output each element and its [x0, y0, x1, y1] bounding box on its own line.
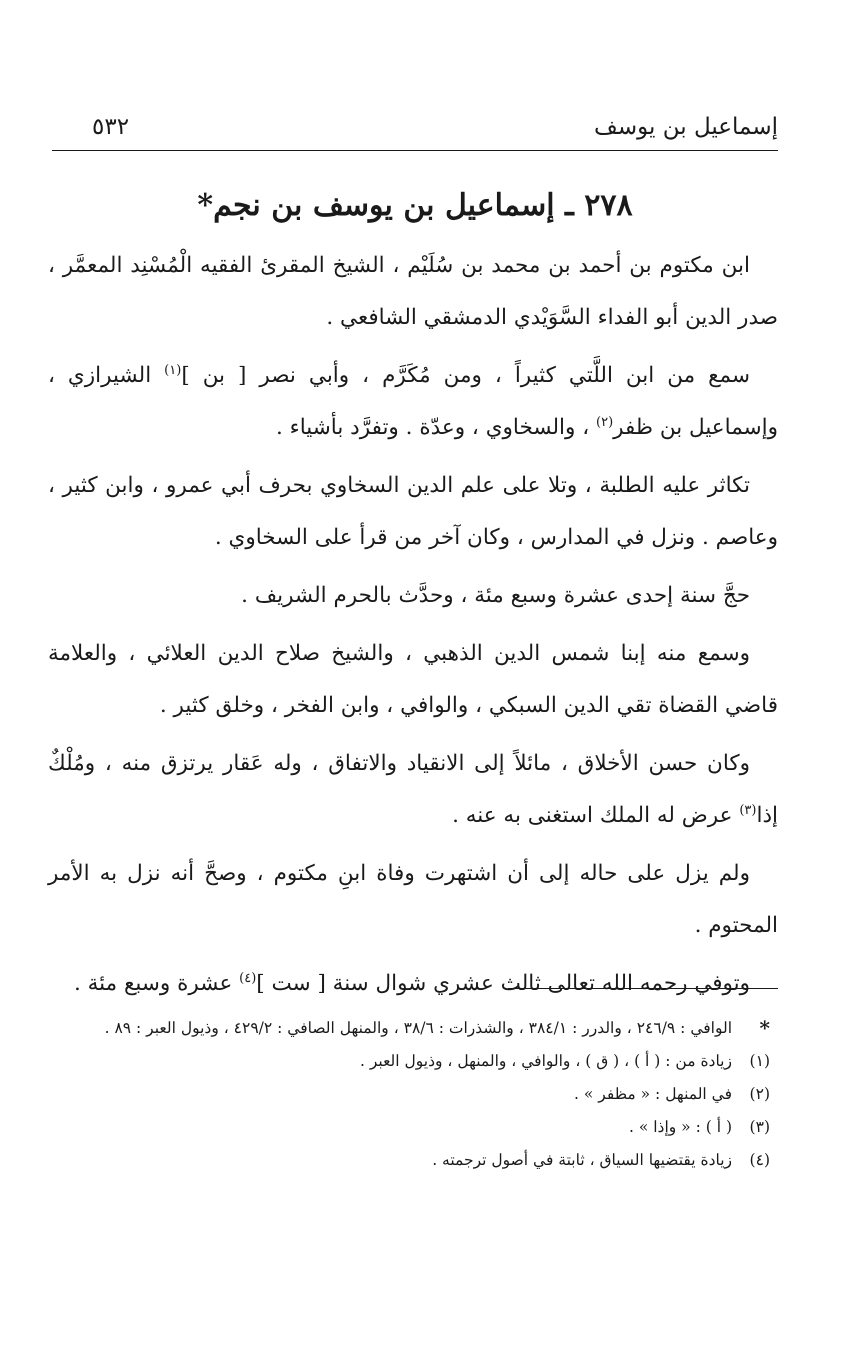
footnote-text: في المنهل : « مظفر » .	[574, 1085, 732, 1103]
footnote-text: زيادة من : ( أ ) ، ( ق ) ، والوافي ، والمنهل ، وذيول العبر .	[360, 1052, 732, 1070]
footnote-mark: (٣)	[749, 1118, 770, 1136]
footnote-1	[40, 1045, 778, 1078]
header-rule	[52, 150, 778, 151]
footnote-text: ( أ ) : « وإذا » .	[628, 1118, 732, 1136]
running-title: إسماعيل بن يوسف	[594, 114, 778, 140]
footnote-mark: (٤)	[749, 1151, 770, 1169]
footnote-text: زيادة يقتضيها السياق ، ثابتة في أصول ترجمته .	[432, 1151, 732, 1169]
footnote-3	[40, 1111, 778, 1144]
footnote-ref-1[interactable]: (١)	[164, 362, 182, 378]
paragraph-teachers-part-b: الشيرازي ، وإسماعيل بن ظفر	[48, 363, 778, 440]
paragraph-students: تكاثر عليه الطلبة ، وتلا على علم الدين السخاوي بحرف أبي عمرو ، وابن كثير ، وعاصم . ونزل في المدارس ، وكان آخر من قرأ على السخاوي .	[48, 473, 778, 550]
paragraph-character-part-a: وكان حسن الأخلاق ، مائلاً إلى الانقياد والاتفاق ، وله عَقار يرتزق منه ، ومُلْكٌ إذا	[48, 751, 778, 828]
footnotes	[40, 1012, 778, 1177]
footnote-mark: (١)	[749, 1052, 770, 1070]
page-number: ٥٣٢	[92, 114, 130, 140]
entry-title: ٢٧٨ ـ إسماعيل بن يوسف بن نجم*	[197, 188, 633, 223]
paragraph-lineage: ابن مكتوم بن أحمد بن محمد بن سُلَيْم ، الشيخ المقرئ الفقيه الْمُسْنِد المعمَّر ، صدر الدين أبو الفداء السَّوَيْدي الدمشقي الشافعي .	[48, 253, 778, 330]
paragraph-death-date-part-a: وتوفي رحمه الله تعالى ثالث عشري شوال سنة [ ست ]	[256, 971, 750, 996]
running-header	[52, 114, 778, 148]
paragraph-hajj: حجَّ سنة إحدى عشرة وسبع مئة ، وحدَّث بالحرم الشريف .	[241, 583, 750, 608]
footnote-ref-2[interactable]: (٢)	[596, 414, 614, 430]
paragraph-teachers	[48, 350, 778, 454]
paragraph-death-rumor: ولم يزل على حاله إلى أن اشتهرت وفاة ابنِ مكتوم ، وصحَّ أنه نزل به الأمر المحتوم .	[48, 861, 778, 938]
footnote-mark: (٢)	[749, 1085, 770, 1103]
entry-body	[48, 240, 778, 1010]
footnote-separator	[508, 988, 778, 989]
footnote-ref-4[interactable]: (٤)	[239, 970, 257, 986]
footnote-mark: *	[759, 1016, 770, 1040]
paragraph-teachers-part-c: ، والسخاوي ، وعدّة . وتفرَّد بأشياء .	[275, 415, 597, 440]
paragraph-death-date	[48, 958, 778, 1010]
paragraph-teachers-part-a: سمع من ابن اللَّتي كثيراً ، ومن مُكَرَّم ، وأبي نصر [ بن ]	[181, 363, 750, 388]
footnote-4	[40, 1144, 778, 1177]
footnote-sources	[40, 1012, 778, 1045]
footnote-text: الوافي : ٢٤٦/٩ ، والدرر : ٣٨٤/١ ، والشذرات : ٣٨/٦ ، والمنهل الصافي : ٤٢٩/٢ ، وذيول العبر : ٨٩ .	[104, 1019, 732, 1037]
footnote-2	[40, 1078, 778, 1111]
paragraph-death-date-part-b: عشرة وسبع مئة .	[73, 971, 240, 996]
footnote-ref-3[interactable]: (٣)	[739, 802, 757, 818]
paragraph-character	[48, 738, 778, 842]
paragraph-character-part-b: عرض له الملك استغنى به عنه .	[452, 803, 740, 828]
paragraph-narrators: وسمع منه إبنا شمس الدين الذهبي ، والشيخ صلاح الدين العلائي ، والعلامة قاضي القضاة تقي الدين السبكي ، والوافي ، وابن الفخر ، وخلق كثير .	[48, 641, 778, 718]
